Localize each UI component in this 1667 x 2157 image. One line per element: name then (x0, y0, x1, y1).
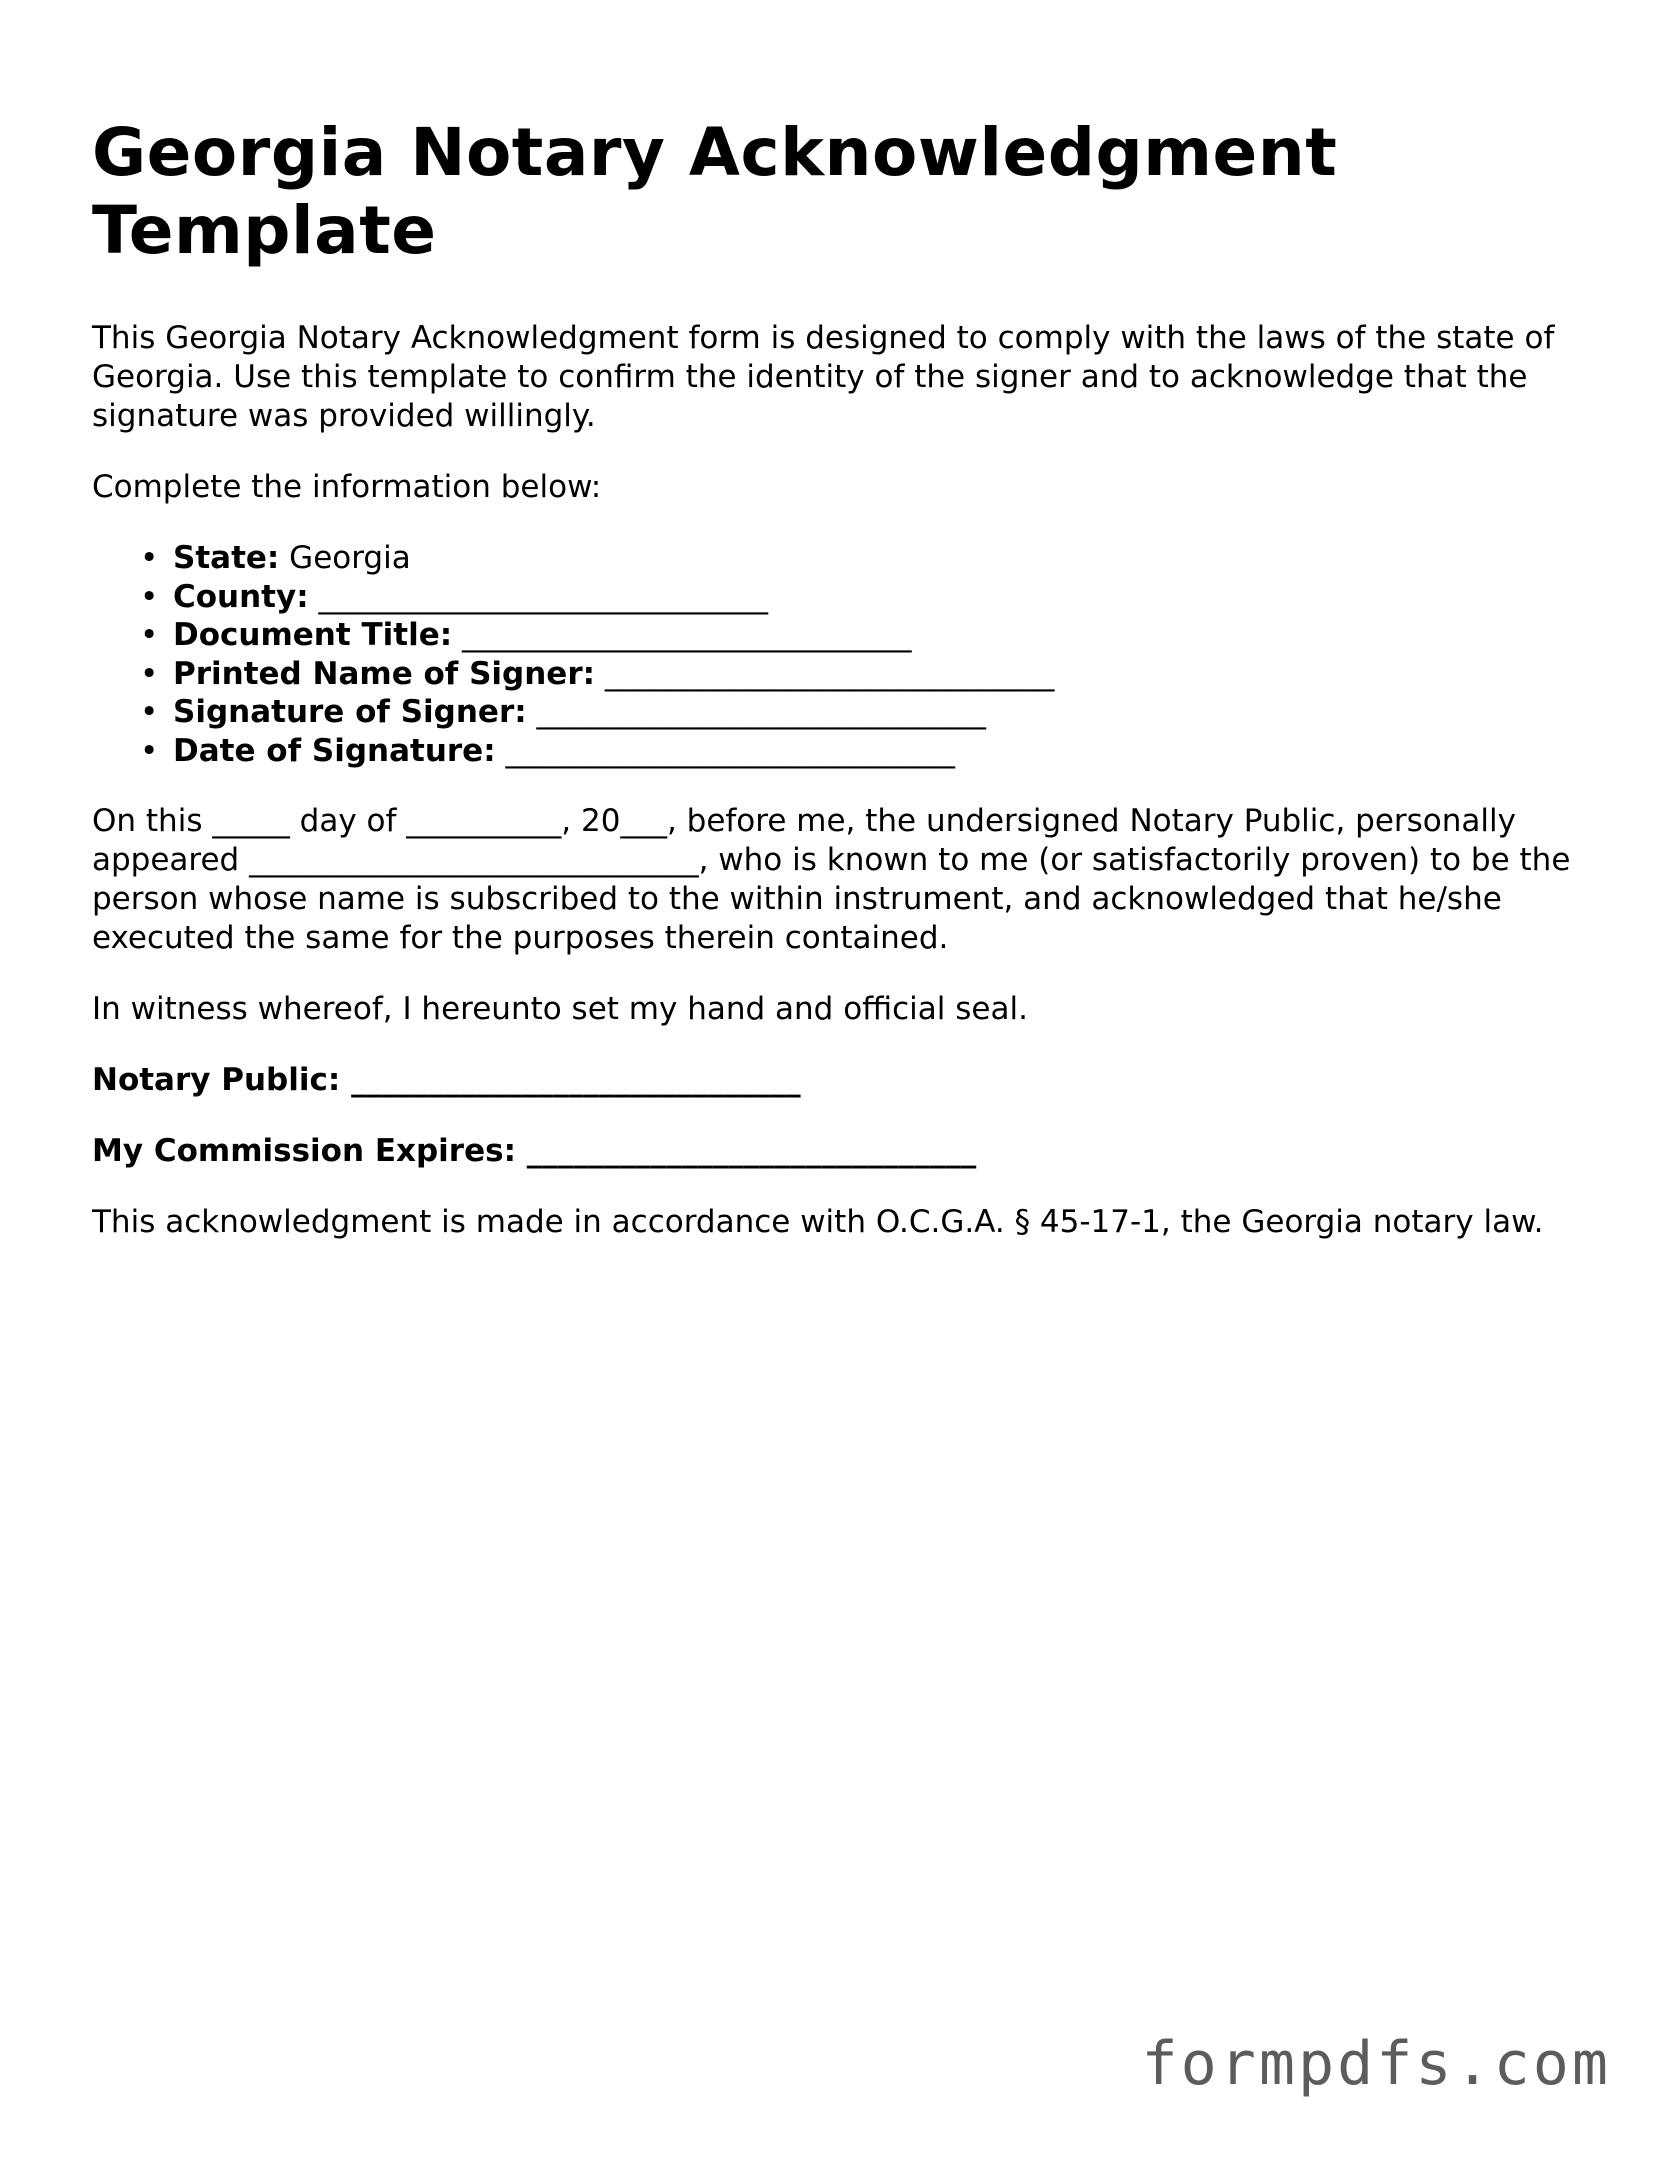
field-label: Signature of Signer: (173, 694, 527, 730)
field-document-title (140, 616, 1572, 655)
notary-public-label: Notary Public: (92, 1062, 341, 1098)
notary-public-line (92, 1061, 1572, 1100)
acknowledgment-paragraph: On this _____ day of __________, 20___, before me, the undersigned Notary Public, personally appeared _____________________________, who is known to me (or satisfactorily proven) to be the person whose name is subscribed to the within instrument, and acknowledged that he/she executed the same for the purposes therein contained. (92, 803, 1571, 956)
field-blank: _____________________________ (595, 655, 1055, 692)
field-state (140, 539, 1572, 578)
field-printed-name (140, 655, 1572, 694)
field-county (140, 578, 1572, 617)
notary-public-blank: _____________________________ (340, 1062, 801, 1098)
field-label: County: (173, 578, 309, 615)
field-blank: _____________________________ (308, 578, 768, 615)
field-value: Georgia (279, 540, 411, 576)
commission-expires-label: My Commission Expires: (92, 1133, 516, 1169)
bullet-icon: • (140, 732, 159, 769)
commission-expires-blank: _____________________________ (515, 1133, 977, 1169)
document-page (92, 114, 1572, 1274)
watermark-logo: formpdfs.com (1141, 2029, 1611, 2099)
bullet-icon: • (140, 578, 159, 615)
instruction-text: Complete the information below: (92, 469, 602, 505)
bullet-icon: • (140, 540, 159, 576)
field-blank: _____________________________ (495, 732, 955, 769)
document-title: Georgia Notary Acknowledgment Template (92, 114, 1338, 269)
field-blank: _____________________________ (526, 694, 986, 730)
bullet-icon: • (140, 694, 159, 730)
field-label: Date of Signature: (173, 732, 496, 769)
field-blank: _____________________________ (452, 617, 912, 653)
witness-statement: In witness whereof, I hereunto set my hand and official seal. (92, 991, 1028, 1027)
field-signature (140, 693, 1572, 732)
field-label: State: (173, 540, 280, 576)
bullet-icon: • (140, 617, 159, 653)
intro-paragraph: This Georgia Notary Acknowledgment form is designed to comply with the laws of the state of Georgia. Use this template to confirm the identity of the signer and to acknowledge that the signature was provided willingly. (92, 320, 1555, 434)
legal-note: This acknowledgment is made in accordance with O.C.G.A. § 45-17-1, the Georgia notary law. (92, 1204, 1544, 1240)
bullet-icon: • (140, 655, 159, 692)
field-label: Printed Name of Signer: (173, 655, 596, 692)
field-list (92, 539, 1572, 770)
field-label: Document Title: (173, 617, 453, 653)
commission-expires-line (92, 1132, 1572, 1171)
field-date-of-signature (140, 732, 1572, 771)
